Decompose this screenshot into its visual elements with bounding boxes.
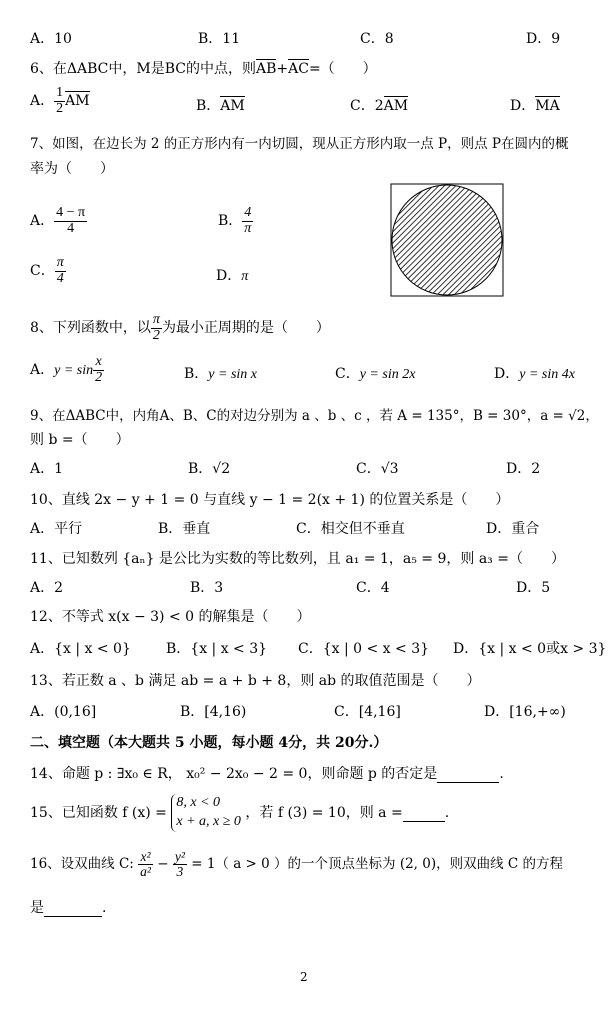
q10-option-b: B．垂直 [158, 521, 211, 537]
q15-answer-blank[interactable] [403, 805, 445, 822]
q6-option-c: C．2AM [350, 98, 409, 114]
q8-option-c: C．y = sin 2x [335, 366, 416, 382]
q13-option-c: C．[4,16] [334, 704, 401, 720]
q9-stem-line1: 9、在ΔABC中，内角A、B、C的对边分别为 a 、b 、c ，若 A = 135°，B = 30°，a = √2， [30, 408, 599, 424]
q8-stem: 8、下列函数中，以 $\frac{\pi}{2}$ 为最小正周期的是（ ） [30, 312, 330, 343]
q6-vec-ab: AB [255, 61, 277, 77]
q5-option-d: D．9 [526, 31, 561, 47]
q8-option-b: B．y = sin x [184, 366, 258, 382]
q9-stem-line2: 则 b =（ ） [30, 432, 130, 448]
q12-option-c: C．{x | 0 < x < 3} [298, 641, 430, 657]
q6-option-a: A． $\frac{1}{2}$ AM [30, 85, 90, 116]
q6-option-d: D．MA [510, 98, 560, 114]
q10-option-c: C．相交但不垂直 [296, 521, 405, 537]
q6-stem: 6、在ΔABC中，M是BC的中点，则AB+AC=（ ） [30, 61, 377, 77]
q12-option-b: B．{x | x < 3} [166, 641, 268, 657]
q11-option-a: A．2 [30, 580, 64, 596]
q7-option-b: B． $\frac{4}{\pi}$ [218, 205, 252, 236]
q12-stem: 12、不等式 x(x − 3) < 0 的解集是（ ） [30, 609, 311, 625]
q15-stem: 15、已知函数 f (x) = 8, x < 0 x + a, x ≥ 0 ，若 f (3) = 10，则 a = . [30, 794, 449, 832]
q13-option-d: D．[16,+∞) [484, 704, 566, 720]
q11-option-c: C．4 [356, 580, 390, 596]
q16-stem-line1: 16、设双曲线 C: $\frac{\text{x²}}{\text{a²}}$ − $\frac{\text{y²}}{3}$ = 1（ a > 0 ）的一个顶点坐标为 (2, 0)，则双曲线 C 的方程 [30, 849, 564, 880]
q13-option-b: B．[4,16) [180, 704, 247, 720]
q16-answer-blank[interactable] [44, 900, 102, 917]
q10-option-a: A．平行 [30, 521, 83, 537]
q7-stem-line2: 率为（ ） [30, 161, 114, 177]
q12-option-a: A．{x | x < 0} [30, 641, 131, 657]
q10-stem: 10、直线 2x − y + 1 = 0 与直线 y − 1 = 2(x + 1) 的位置关系是（ ） [30, 492, 510, 508]
q10-option-d: D．重合 [486, 521, 540, 537]
q11-option-b: B．3 [190, 580, 224, 596]
q9-option-c: C．√3 [356, 461, 399, 477]
q11-stem: 11、已知数列 {aₙ} 是公比为实数的等比数列，且 a₁ = 1，a₅ = 9，则 a₃ =（ ） [30, 551, 565, 567]
q14-answer-blank[interactable] [437, 766, 499, 783]
q9-option-b: B．√2 [188, 461, 231, 477]
q9-option-d: D．2 [506, 461, 541, 477]
q6-option-b: B．AM [196, 98, 245, 114]
q9-option-a: A．1 [30, 461, 64, 477]
q7-stem-line1: 7、如图，在边长为 2 的正方形内有一内切圆，现从正方形内取一点 P，则点 P在圆内的概 [30, 136, 569, 152]
q5-option-c: C．8 [360, 31, 394, 47]
q5-option-b: B．11 [198, 31, 241, 47]
q13-option-a: A．(0,16] [30, 704, 97, 720]
q5-option-a: A．10 [30, 31, 72, 47]
q6-vec-ac: AC [288, 61, 309, 77]
q7-option-d: D．π [216, 268, 249, 284]
q12-option-d: D．{x | x < 0或x > 3} [453, 641, 607, 657]
q7-option-c: C． $\frac{\pi}{4}$ [30, 255, 64, 286]
q14-stem: 14、命题 p : ∃x₀ ∈ R， x₀² − 2x₀ − 2 = 0，则命题 p 的否定是 . [30, 766, 504, 782]
q8-option-a: A．y = sin $\frac{x}{2}$ [30, 354, 103, 385]
q8-option-d: D．y = sin 4x [494, 366, 575, 382]
hatched-circle-in-square-icon [390, 183, 504, 297]
page-number: 2 [300, 970, 308, 984]
q7-option-a: A． $\frac{4 - \pi}{4}$ [30, 205, 86, 236]
q11-option-d: D．5 [516, 580, 551, 596]
section-title: 二、填空题（本大题共 5 小题，每小题 4分，共 20分.） [30, 735, 388, 751]
q16-stem-line2: 是 . [30, 900, 107, 916]
q13-stem: 13、若正数 a 、b 满足 ab = a + b + 8，则 ab 的取值范围是（ ） [30, 673, 481, 689]
